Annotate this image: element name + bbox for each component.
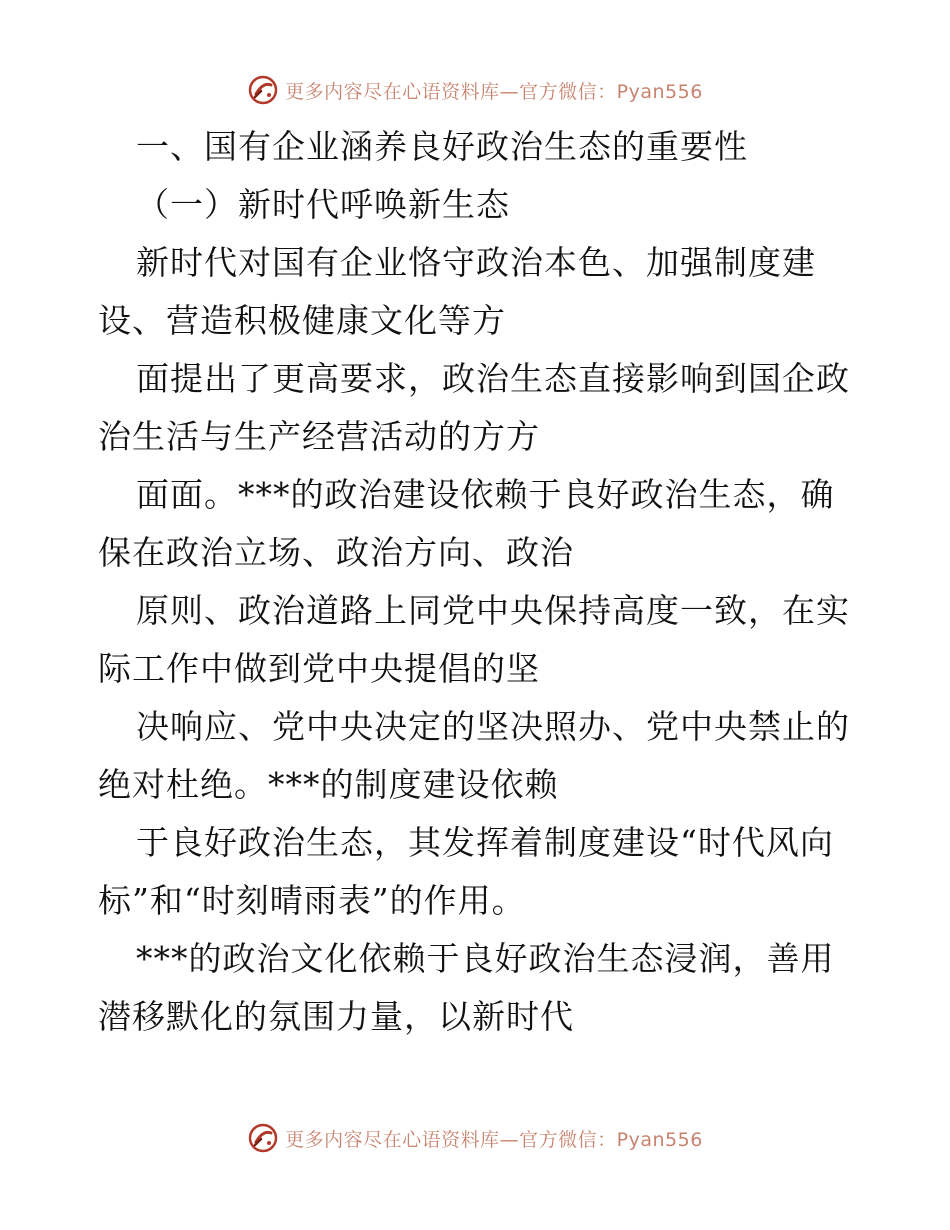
subsection-heading: （一）新时代呼唤新生态: [136, 185, 510, 224]
paragraph-line: 面提出了更高要求，政治生态直接影响到国企政: [136, 359, 850, 398]
paragraph-line: 原则、政治道路上同党中央保持高度一致，在实: [136, 591, 850, 630]
paragraph-line: 潜移默化的氛围力量，以新时代: [98, 997, 574, 1036]
paragraph-line: ***的政治文化依赖于良好政治生态浸润，善用: [136, 939, 835, 978]
book-pen-logo-icon: [247, 1122, 279, 1154]
section-heading: 一、国有企业涵养良好政治生态的重要性: [136, 127, 748, 166]
paragraph-line: 保在政治立场、政治方向、政治: [98, 533, 574, 572]
paragraph-line: 于良好政治生态，其发挥着制度建设“时代风向: [136, 823, 834, 862]
paragraph-line: 新时代对国有企业恪守政治本色、加强制度建: [136, 243, 816, 282]
header-banner: [0, 70, 950, 110]
banner-text: 更多内容尽在心语资料库—官方微信：Pyan556: [285, 1128, 703, 1151]
paragraph-line: 治生活与生产经营活动的方方: [98, 417, 540, 456]
paragraph-line: 际工作中做到党中央提倡的坚: [98, 649, 540, 688]
paragraph-line: 设、营造积极健康文化等方: [98, 301, 506, 340]
banner-text: 更多内容尽在心语资料库—官方微信：Pyan556: [285, 80, 703, 103]
paragraph-line: 标”和“时刻晴雨表”的作用。: [98, 881, 526, 920]
paragraph-line: 决响应、党中央决定的坚决照办、党中央禁止的: [136, 707, 850, 746]
book-pen-logo-icon: [247, 74, 279, 106]
document-body: [98, 118, 858, 1046]
paragraph-line: 绝对杜绝。***的制度建设依赖: [98, 765, 559, 804]
paragraph-line: 面面。***的政治建设依赖于良好政治生态，确: [136, 475, 835, 514]
footer-banner: [0, 1118, 950, 1158]
